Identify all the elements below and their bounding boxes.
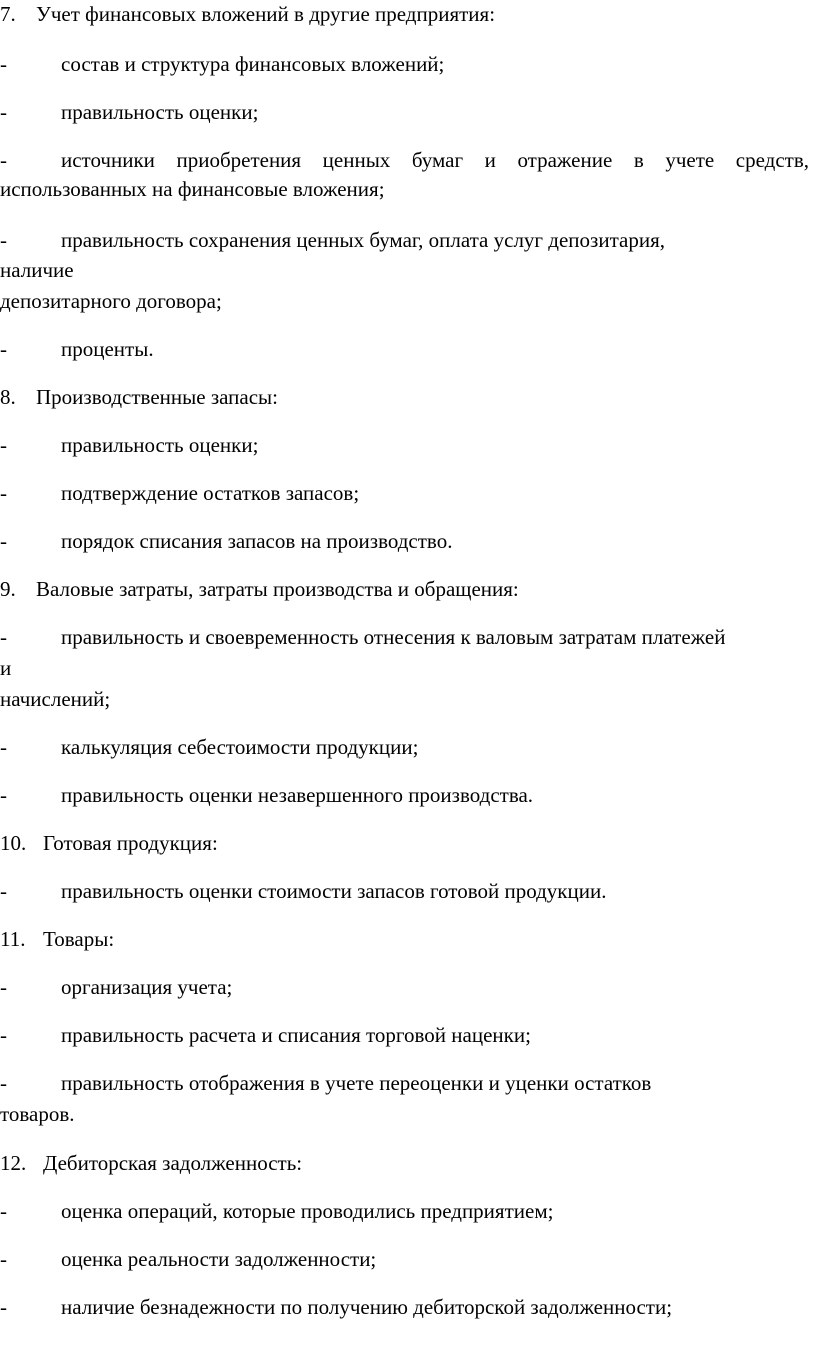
list-item: состав и структура финансовых вложений;	[61, 52, 445, 76]
section-number: 10.	[0, 831, 27, 855]
list-item: организация учета;	[61, 975, 233, 999]
list-item-continuation: товаров.	[0, 1102, 75, 1126]
bullet-dash: -	[0, 337, 7, 361]
list-item: источники приобретения ценных бумаг и отражение в учете средств,	[61, 148, 809, 172]
list-item: подтверждение остатков запасов;	[61, 481, 360, 505]
bullet-dash: -	[0, 1199, 7, 1223]
list-item-continuation: наличие	[0, 258, 74, 282]
list-item: оценка операций, которые проводились предприятием;	[61, 1199, 554, 1223]
list-item-continuation: использованных на финансовые вложения;	[0, 177, 385, 201]
section-title: Валовые затраты, затраты производства и обращения:	[36, 577, 519, 601]
section-title: Товары:	[43, 927, 115, 951]
bullet-dash: -	[0, 100, 7, 124]
list-item-continuation: и	[0, 656, 12, 680]
bullet-dash: -	[0, 625, 7, 649]
list-item: оценка реальности задолженности;	[61, 1247, 377, 1271]
list-item: правильность оценки;	[61, 100, 259, 124]
bullet-dash: -	[0, 783, 7, 807]
section-title: Производственные запасы:	[36, 385, 278, 409]
list-item: правильность оценки;	[61, 433, 259, 457]
list-item: проценты.	[61, 337, 154, 361]
section-number: 7.	[0, 2, 16, 26]
section-number: 11.	[0, 927, 26, 951]
list-item: порядок списания запасов на производство.	[61, 529, 453, 553]
list-item: правильность отображения в учете переоценки и уценки остатков	[61, 1071, 652, 1095]
section-title: Дебиторская задолженность:	[43, 1151, 303, 1175]
bullet-dash: -	[0, 975, 7, 999]
list-item: калькуляция себестоимости продукции;	[61, 735, 419, 759]
list-item: наличие безнадежности по получению дебиторской задолженности;	[61, 1295, 673, 1319]
section-title: Готовая продукция:	[43, 831, 218, 855]
list-item: правильность оценки стоимости запасов готовой продукции.	[61, 879, 607, 903]
section-number: 12.	[0, 1151, 27, 1175]
bullet-dash: -	[0, 228, 7, 252]
bullet-dash: -	[0, 735, 7, 759]
bullet-dash: -	[0, 52, 7, 76]
bullet-dash: -	[0, 1295, 7, 1319]
section-number: 9.	[0, 577, 16, 601]
section-number: 8.	[0, 385, 16, 409]
list-item: правильность расчета и списания торговой наценки;	[61, 1023, 531, 1047]
bullet-dash: -	[0, 433, 7, 457]
list-item: правильность оценки незавершенного производства.	[61, 783, 534, 807]
bullet-dash: -	[0, 148, 7, 172]
list-item-continuation: депозитарного договора;	[0, 289, 222, 313]
bullet-dash: -	[0, 1071, 7, 1095]
list-item-continuation: начислений;	[0, 687, 111, 711]
bullet-dash: -	[0, 1023, 7, 1047]
bullet-dash: -	[0, 879, 7, 903]
bullet-dash: -	[0, 481, 7, 505]
bullet-dash: -	[0, 529, 7, 553]
list-item: правильность сохранения ценных бумаг, оплата услуг депозитария,	[61, 228, 665, 252]
bullet-dash: -	[0, 1247, 7, 1271]
section-title: Учет финансовых вложений в другие предприятия:	[36, 2, 496, 26]
list-item: правильность и своевременность отнесения к валовым затратам платежей	[61, 625, 726, 649]
